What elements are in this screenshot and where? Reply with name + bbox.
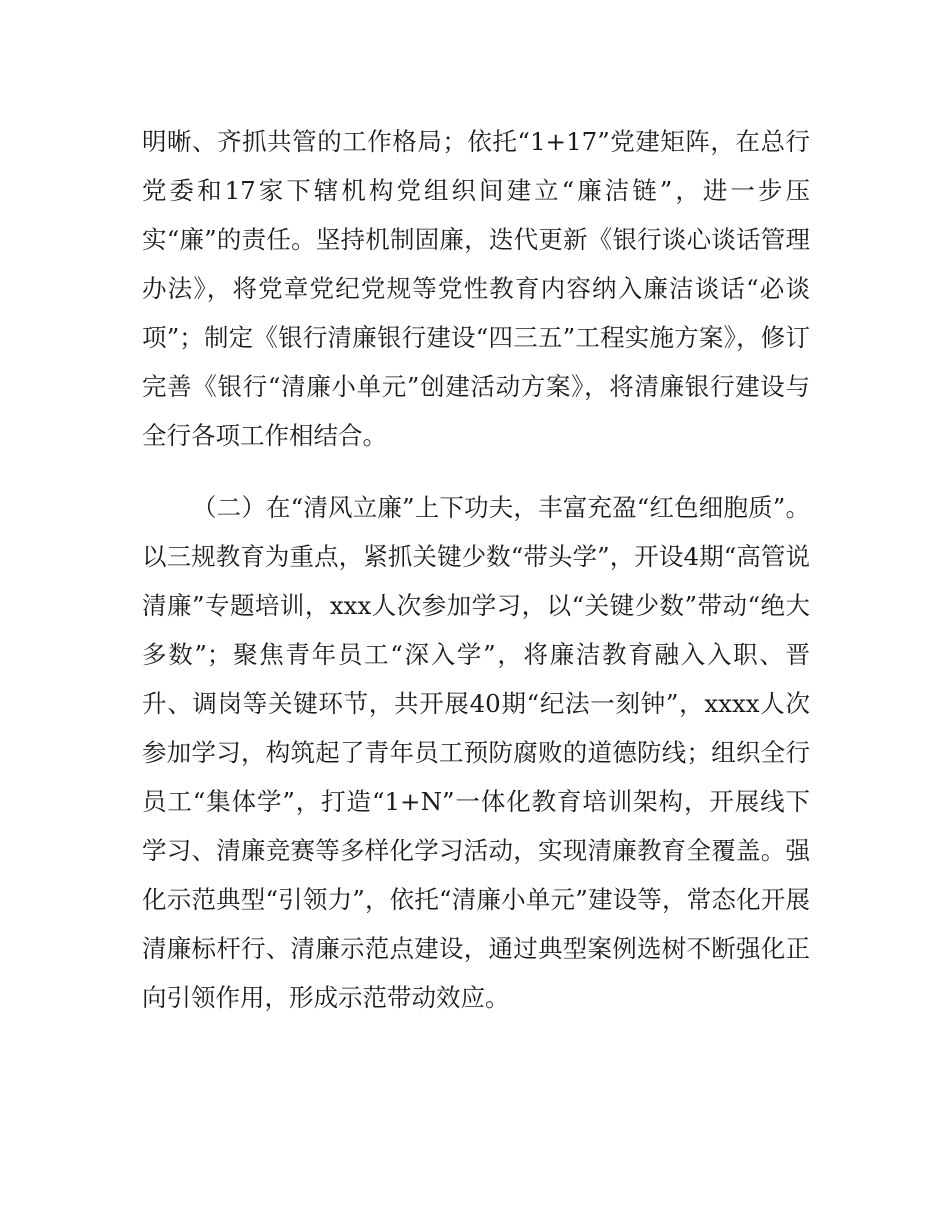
paragraph-section-two: （二）在“清风立廉”上下功夫，丰富充盈“红色细胞质”。以三规教育为重点，紧抓关键少数“带头学”，开设4期“高管说清廉”专题培训，xxx人次参加学习，以“关键少数”带动“绝大多数”；聚焦青年员工“深入学”，将廉洁教育融入入职、晋升、调岗等关键环节，共开展40期“纪法一刻钟”，xxxx人次参加学习，构筑起了青年员工预防腐败的道德防线；组织全行员工“集体学”，打造“1+N”一体化教育培训架构，开展线下学习、清廉竞赛等多样化学习活动，实现清廉教育全覆盖。强化示范典型“引领力”，依托“清廉小单元”建设等，常态化开展清廉标杆行、清廉示范点建设，通过典型案例选树不断强化正向引领作用，形成示范带动效应。 [142,493,810,1012]
paragraph-continuation: 明晰、齐抓共管的工作格局；依托“1+17”党建矩阵，在总行党委和17家下辖机构党组织间建立“廉洁链”，进一步压实“廉”的责任。坚持机制固廉，迭代更新《银行谈心谈话管理办法》，将党章党纪党规等党性教育内容纳入廉洁谈话“必谈项”；制定《银行清廉银行建设“四三五”工程实施方案》，修订完善《银行“清廉小单元”创建活动方案》，将清廉银行建设与全行各项工作相结合。 [142,127,810,450]
